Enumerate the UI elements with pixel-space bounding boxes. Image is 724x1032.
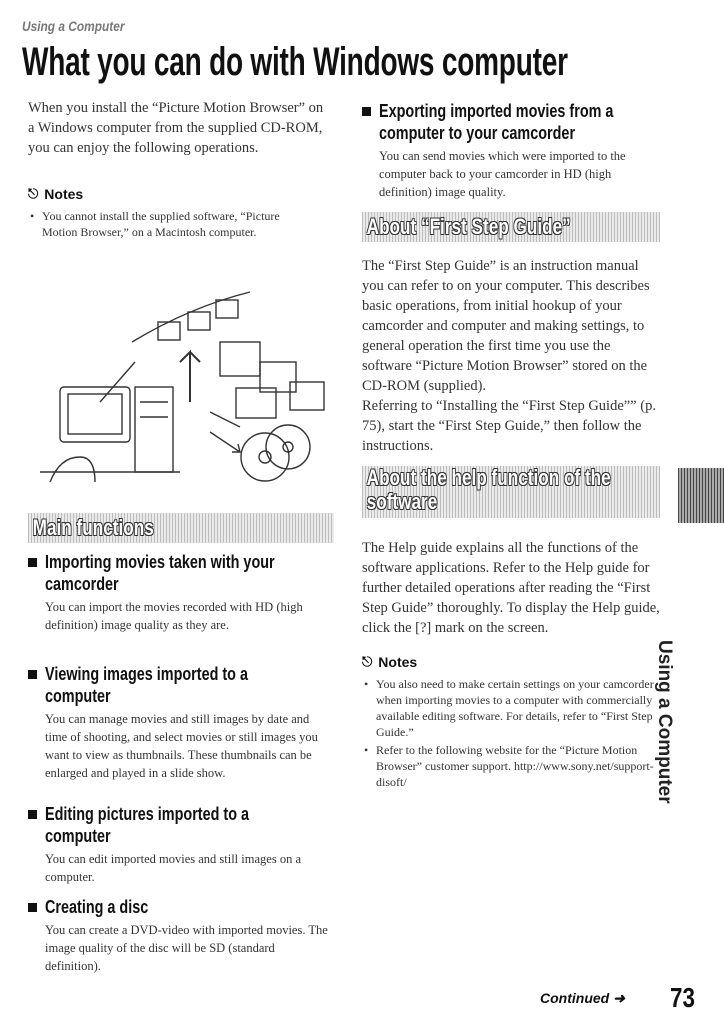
notes-item: • Refer to the following website for the “Picture Motion Browser” customer support. http://www.sony.net/support-disoft/ — [376, 742, 662, 790]
section-exporting — [362, 100, 662, 201]
monitor-screen — [68, 394, 122, 434]
intro-paragraph: When you install the “Picture Motion Browser” on a Windows computer from the supplied CD-ROM, you can enjoy the following operations. — [28, 100, 324, 156]
section-importing — [28, 551, 328, 634]
notes-heading — [28, 186, 328, 202]
section-editing — [28, 803, 328, 886]
section-title: Importing movies taken with your — [45, 552, 275, 572]
bullet-square-icon — [362, 107, 371, 116]
help-banner — [362, 466, 660, 518]
computer-illustration — [40, 282, 330, 502]
photo-window — [220, 342, 260, 376]
first-step-body — [362, 256, 662, 456]
banner-title: software — [366, 489, 438, 514]
photo-window — [290, 382, 324, 410]
section-body: You can edit imported movies and still images on a computer. — [45, 852, 301, 884]
disc-icon — [241, 433, 289, 481]
first-step-paragraph: Referring to “Installing the “First Step Guide”” (p. 75), start the “First Step Guide,” then follow the instructions. — [362, 398, 656, 454]
section-body: You can create a DVD-video with imported movies. The image quality of the disc will be SD (standard definition). — [45, 923, 328, 973]
page-number: 73 — [670, 982, 695, 1013]
bullet-square-icon — [28, 903, 37, 912]
continued-text: Continued — [540, 990, 610, 1006]
chapter-tab-label: Using a Computer — [654, 640, 675, 804]
section-title: camcorder — [45, 574, 119, 594]
notes-heading-text: Notes — [378, 654, 418, 670]
notes-block-2 — [362, 654, 662, 792]
first-step-paragraph: The “First Step Guide” is an instruction manual you can refer to on your computer. This describes basic operations, from initial hookup of your camcorder and computer and making settings, to general operation the first time you use the software “Picture Motion Browser” stored on the CD-ROM (supplied). — [362, 258, 650, 394]
section-creating-disc — [28, 896, 328, 975]
section-title: computer to your camcorder — [379, 123, 576, 143]
notes-item: • You cannot install the supplied software, “Picture Motion Browser,” on a Macintosh computer. — [42, 208, 312, 240]
notes-item: • You also need to make certain settings on your camcorder when importing movies to a computer with commercially available editing software. For details, refer to “First Step Guide.” — [376, 676, 662, 740]
section-title: computer — [45, 686, 111, 706]
notes-icon: ⎋ — [28, 186, 39, 201]
help-body: The Help guide explains all the functions of the software applications. Refer to the Help guide for further detailed operations after reading the “First Step Guide” thoroughly. To display the Help guide, click the [?] mark on the screen. — [362, 540, 660, 636]
film-frame — [216, 300, 238, 318]
chapter-tab-marker — [678, 468, 724, 523]
bullet-square-icon — [28, 558, 37, 567]
section-body: You can import the movies recorded with HD (high definition) image quality as they are. — [45, 600, 303, 632]
banner-title: Main functions — [32, 515, 154, 540]
section-title: computer — [45, 826, 111, 846]
arrow-right-icon: ➜ — [613, 990, 625, 1006]
notes-heading — [362, 654, 662, 670]
tower-case — [135, 387, 173, 472]
main-functions-banner — [28, 513, 334, 543]
film-frame — [158, 322, 180, 340]
continued-label — [540, 990, 625, 1007]
page-title: What you can do with Windows computer — [22, 40, 568, 84]
section-title: Exporting imported movies from a — [379, 101, 614, 121]
section-body: You can send movies which were imported to the computer back to your camcorder in HD (high definition) image quality. — [379, 149, 626, 199]
notes-heading-text: Notes — [44, 186, 84, 202]
section-title: Viewing images imported to a — [45, 664, 248, 684]
section-body: You can manage movies and still images by date and time of shooting, and select movies or still images you want to view as thumbnails. These thumbnails can be enlarged and played in a slide show. — [45, 712, 318, 780]
first-step-banner — [362, 212, 660, 242]
section-title: Creating a disc — [45, 897, 149, 917]
notes-icon: ⎋ — [362, 654, 373, 669]
section-viewing — [28, 663, 328, 782]
bullet-square-icon — [28, 810, 37, 819]
banner-title: About the help function of the — [366, 465, 611, 490]
breadcrumb: Using a Computer — [22, 18, 125, 34]
film-frame — [188, 312, 210, 330]
bullet-square-icon — [28, 670, 37, 679]
notes-block-1 — [28, 186, 328, 242]
section-title: Editing pictures imported to a — [45, 804, 250, 824]
banner-title: About “First Step Guide” — [366, 214, 571, 239]
